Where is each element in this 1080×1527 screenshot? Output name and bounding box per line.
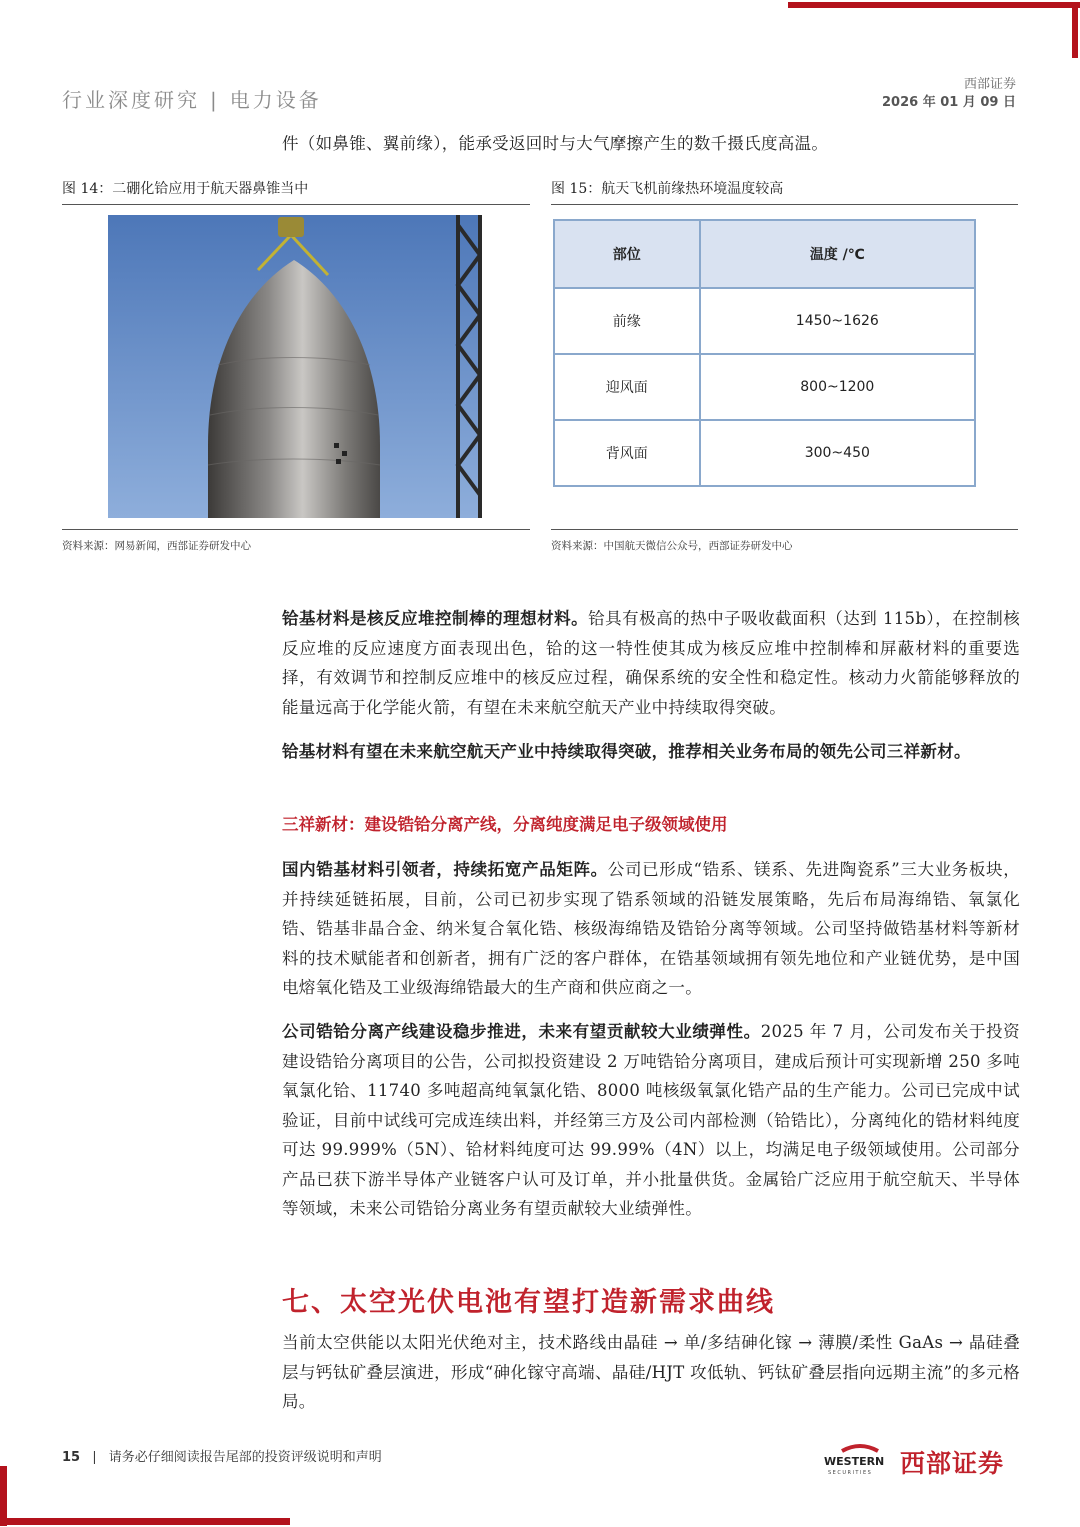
footer-disclaimer: 请务必仔细阅读报告尾部的投资评级说明和声明 [108, 1450, 382, 1465]
report-category-header [62, 84, 322, 113]
table-cell: 迎风面 [554, 354, 700, 420]
paragraph-body: 公司已形成“锆系、镁系、先进陶瓷系”三大业务板块，并持续延链拓展，目前，公司已初步实现了锆系领域的沿链发展策略，先后布局海绵锆、氧氯化锆、锆基非晶合金、纳米复合氧化锆、核级海绵锆及锆铪分离等领域。公司坚持做锆基材料等新材料的技术赋能者和创新者，拥有广泛的客户群体，在锆基领域拥有领先地位和产业链优势，是中国电熔氧化锆及工业级海绵锆最大的生产商和供应商之一。 [282, 860, 1020, 997]
paragraph-body: 铪具有极高的热中子吸收截面积（达到 115b），在控制核反应堆的反应速度方面表现出色，铪的这一特性使其成为核反应堆中控制棒和屏蔽材料的重要选择，有效调节和控制反应堆中的核反应过程，确保系统的安全性和稳定性。核动力火箭能够释放的能量远高于化学能火箭，有望在未来航空航天产业中持续取得突破。 [282, 609, 1020, 717]
table-cell: 1450~1626 [700, 288, 975, 354]
table-row [554, 354, 975, 420]
footer-separator: | [92, 1450, 97, 1465]
figure-15-caption: 图 15：航天飞机前缘热环境温度较高 [551, 181, 784, 197]
table-header-cell: 部位 [554, 220, 700, 288]
corner-bracket-bottom-vertical [0, 1466, 7, 1526]
corner-bracket-top-vertical [1072, 2, 1078, 58]
corner-bracket-top [788, 2, 1080, 8]
intro-line: 件（如鼻锥、翼前缘），能承受返回时与大气摩擦产生的数千摄氏度高温。 [282, 134, 829, 153]
table-header-row [554, 220, 975, 288]
paragraph-recommendation: 铪基材料有望在未来航空航天产业中持续取得突破，推荐相关业务布局的领先公司三祥新材。 [282, 742, 971, 761]
corner-bracket-bottom [0, 1518, 290, 1525]
figure-14-top-rule [62, 204, 530, 205]
figure-14-source: 资料来源：网易新闻，西部证券研发中心 [62, 540, 251, 552]
company-heading: 三祥新材：建设锆铪分离产线，分离纯度满足电子级领域使用 [282, 815, 728, 834]
figure-15-bottom-rule [551, 529, 1018, 530]
paragraph-body: 2025 年 7 月，公司发布关于投资建设锆铪分离项目的公告，公司拟投资建设 2 万吨锆铪分离项目，建成后预计可实现新增 250 多吨氧氯化铪、11740 多吨超高纯氧氯化锆、8000 吨核级氧氯化锆产品的生产能力。公司已完成中试验证，目前中试线可完成连续出料，并经第三方及公司内部检测（铪锆比），分离纯化的锆材料纯度可达 99.999%（5N）、铪材料纯度可达 99.99%（4N）以上，均满足电子级领域使用。公司部分产品已获下游半导体产业链客户认可及订单，并小批量供货。金属铪广泛应用于航空航天、半导体等领域，未来公司锆铪分离业务有望贡献较大业绩弹性。 [282, 1022, 1020, 1218]
table-row [554, 420, 975, 486]
nose-cone-illustration [108, 215, 482, 518]
nose-cone-photo [108, 215, 482, 518]
table-cell: 800~1200 [700, 354, 975, 420]
table-header-cell: 温度 /℃ [700, 220, 975, 288]
header-firm-date [882, 76, 1016, 112]
table-row [554, 288, 975, 354]
page-number: 15 [62, 1450, 81, 1465]
table-cell: 300~450 [700, 420, 975, 486]
paragraph-hafnium-control-rod [282, 604, 1020, 722]
logo-mark-icon [822, 1443, 898, 1477]
table-cell: 前缘 [554, 288, 700, 354]
report-category: 行业深度研究 [62, 88, 200, 112]
section-title: 七、太空光伏电池有望打造新需求曲线 [282, 1287, 775, 1318]
page-footer [62, 1446, 382, 1465]
paragraph-separation-line [282, 1017, 1020, 1224]
paragraph-lead: 铪基材料是核反应堆控制棒的理想材料。 [282, 609, 589, 628]
paragraph-lead: 国内锆基材料引领者，持续拓宽产品矩阵。 [282, 860, 608, 879]
paragraph-zirconium-leader [282, 855, 1020, 1003]
paragraph-lead: 公司锆铪分离产线建设稳步推进，未来有望贡献较大业绩弹性。 [282, 1022, 761, 1041]
table-cell: 背风面 [554, 420, 700, 486]
report-sector: 电力设备 [229, 88, 322, 112]
logo-text-cn: 西部证券 [900, 1449, 1005, 1478]
header-date: 2026 年 01 月 09 日 [882, 95, 1016, 110]
logo-text-en: WESTERN [824, 1455, 885, 1468]
western-securities-logo [822, 1443, 898, 1481]
paragraph-space-pv: 当前太空供能以太阳光伏绝对主，技术路线由晶硅 → 单/多结砷化镓 → 薄膜/柔性 GaAs → 晶硅叠层与钙钛矿叠层演进，形成“砷化镓守高端、晶硅/HJT 攻低轨、钙钛矿叠层指向远期主流”的多元格局。 [282, 1333, 1020, 1411]
logo-text-en-sub: SECURITIES [828, 1470, 873, 1476]
figure-15-source: 资料来源：中国航天微信公众号，西部证券研发中心 [551, 540, 793, 552]
figure-14-caption: 图 14：二硼化铪应用于航天器鼻锥当中 [62, 181, 309, 197]
header-firm: 西部证券 [963, 77, 1016, 92]
temperature-table [553, 219, 976, 487]
figure-15-top-rule [551, 204, 1018, 205]
figure-14-bottom-rule [62, 529, 530, 530]
header-separator: | [210, 88, 220, 112]
